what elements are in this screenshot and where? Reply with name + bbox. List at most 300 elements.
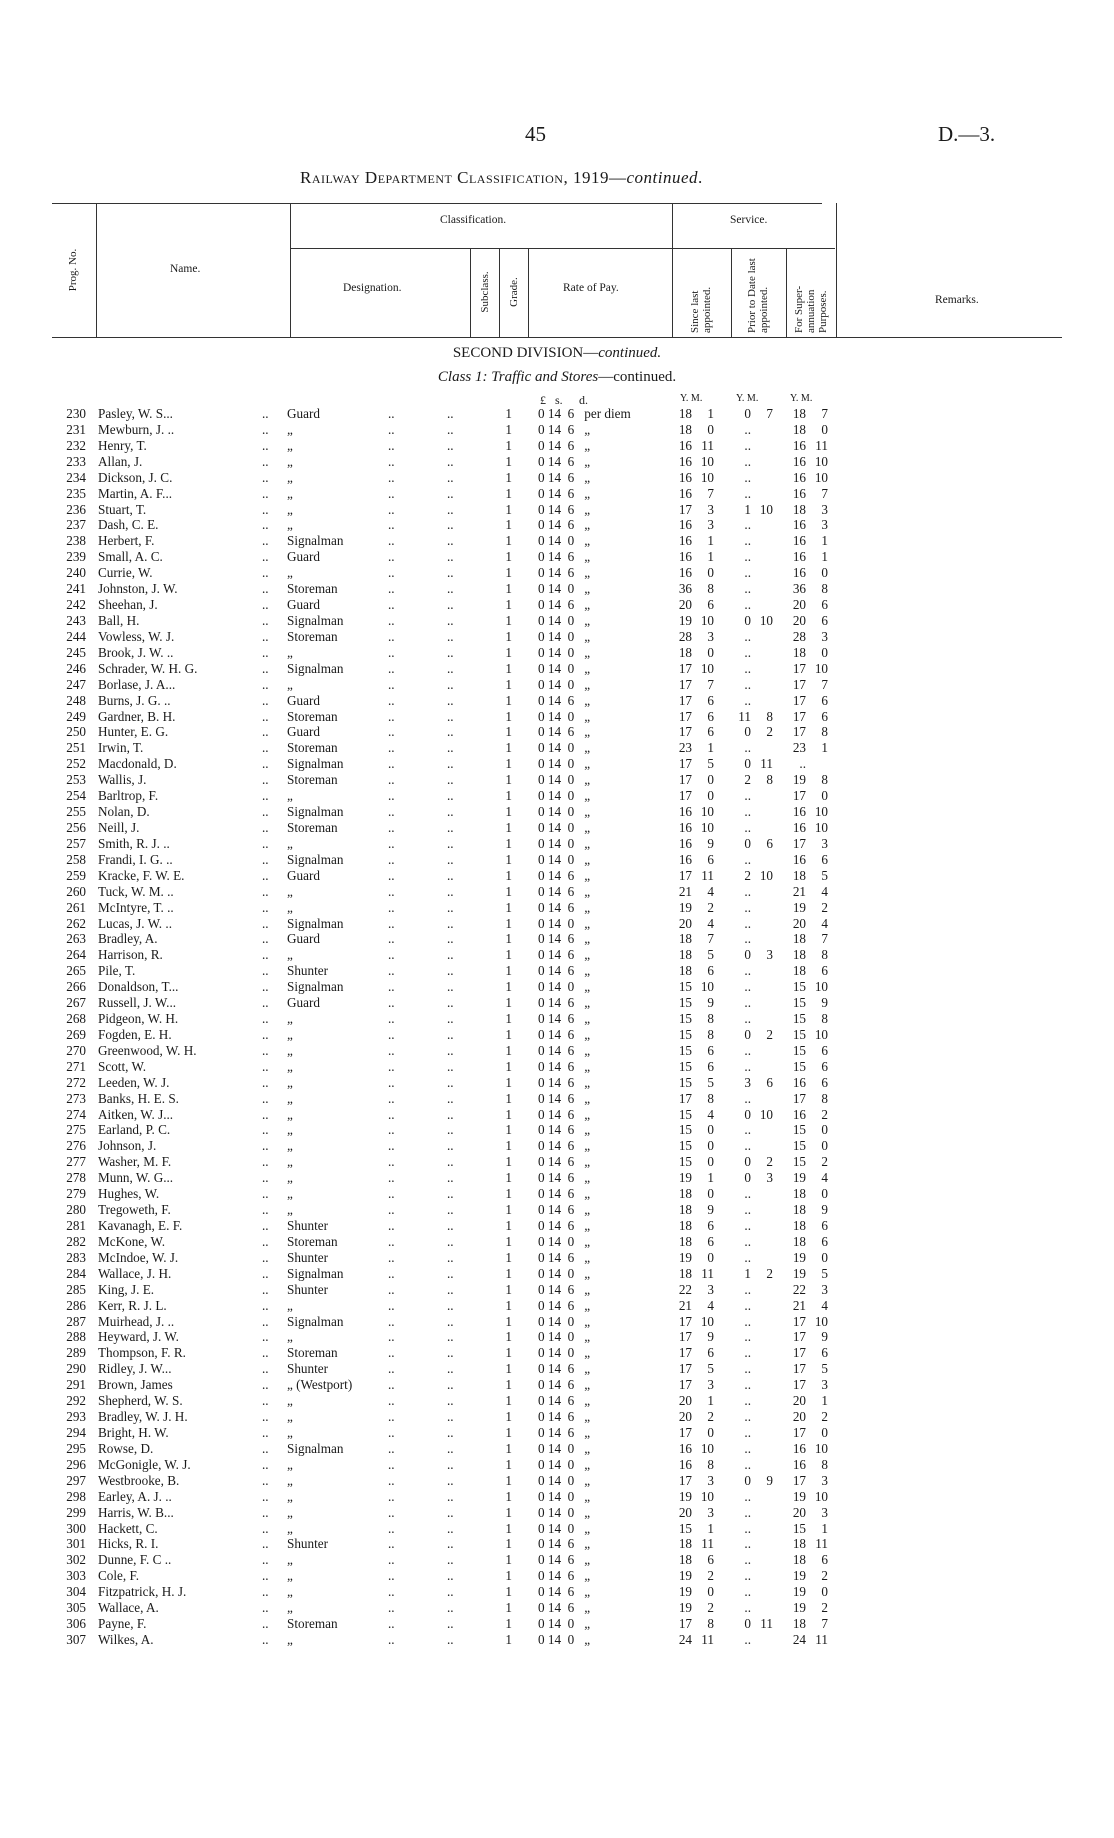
rate-of-pay — [538, 1091, 590, 1107]
designation: „ — [287, 883, 293, 899]
service-since-last — [672, 804, 730, 820]
service-since-last-years: 19 — [678, 1584, 692, 1600]
service-since-last — [672, 454, 730, 470]
dot-leader: .. — [447, 1218, 454, 1234]
prog-no: 304 — [66, 1584, 86, 1600]
pay-unit: „ — [584, 931, 591, 947]
dot-leader: .. — [262, 963, 269, 979]
dot-leader: .. — [262, 1536, 269, 1552]
service-since-last-years: 19 — [678, 612, 692, 628]
table-row — [0, 900, 1114, 916]
service-prior — [731, 1377, 787, 1393]
prog-no: 256 — [66, 819, 86, 835]
pay-unit: „ — [584, 1329, 591, 1345]
staff-name: Washer, M. F. — [98, 1154, 172, 1170]
rate-of-pay — [538, 1314, 590, 1330]
service-since-last-months: 4 — [707, 883, 714, 899]
service-since-last — [672, 1505, 730, 1521]
rate-of-pay — [538, 772, 590, 788]
service-superannuation-years: 16 — [792, 437, 806, 453]
service-superannuation — [786, 1457, 844, 1473]
service-superannuation — [786, 1186, 844, 1202]
service-superannuation-months: 8 — [821, 1090, 828, 1106]
service-superannuation-years: 19 — [792, 1568, 806, 1584]
service-since-last — [672, 884, 730, 900]
pay-unit: „ — [584, 1409, 591, 1425]
pay-unit: „ — [584, 565, 591, 581]
table-row — [0, 1489, 1114, 1505]
dot-leader: .. — [262, 1090, 269, 1106]
service-since-last-years: 15 — [678, 1026, 692, 1042]
service-prior-years: .. — [744, 1361, 751, 1377]
dot-leader: .. — [447, 1409, 454, 1425]
subclass: 1 — [505, 1170, 512, 1186]
dot-leader: .. — [262, 469, 269, 485]
service-prior — [731, 820, 787, 836]
service-prior-months: 2 — [766, 1026, 773, 1042]
dot-leader: .. — [262, 1297, 269, 1313]
service-prior-years: .. — [744, 1058, 751, 1074]
rate-of-pay — [538, 709, 590, 725]
dot-leader: .. — [262, 804, 269, 820]
dot-leader: .. — [388, 740, 395, 756]
service-prior-years: .. — [744, 1313, 751, 1329]
subclass: 1 — [505, 708, 512, 724]
dot-leader: .. — [262, 612, 269, 628]
designation: Signalman — [287, 1265, 344, 1281]
dot-leader: .. — [447, 1026, 454, 1042]
dot-leader: .. — [388, 963, 395, 979]
pay-unit: „ — [584, 1218, 591, 1234]
service-superannuation-months: 3 — [821, 1377, 828, 1393]
service-since-last — [672, 979, 730, 995]
dot-leader: .. — [447, 581, 454, 597]
header-rule-bottom — [52, 337, 1062, 338]
service-superannuation — [786, 470, 844, 486]
dot-leader: .. — [388, 1170, 395, 1186]
service-prior-years: .. — [744, 1138, 751, 1154]
rate-of-pay — [538, 820, 590, 836]
service-since-last — [672, 1329, 730, 1345]
dot-leader: .. — [388, 1488, 395, 1504]
service-prior — [731, 629, 787, 645]
service-prior — [731, 1202, 787, 1218]
pay-unit: „ — [584, 660, 591, 676]
table-row — [0, 645, 1114, 661]
subclass: 1 — [505, 1249, 512, 1265]
divider — [470, 248, 471, 337]
service-superannuation-years: 20 — [792, 1504, 806, 1520]
pay-amount: 0 14 6 — [538, 1393, 575, 1409]
pay-unit: „ — [584, 1600, 591, 1616]
service-since-last-years: 15 — [678, 1520, 692, 1536]
service-since-last-years: 16 — [678, 437, 692, 453]
service-superannuation-months: 4 — [821, 883, 828, 899]
service-superannuation-years: 20 — [792, 1393, 806, 1409]
designation: „ — [287, 1456, 293, 1472]
service-since-last — [672, 1122, 730, 1138]
rate-of-pay — [538, 740, 590, 756]
service-prior — [731, 486, 787, 502]
service-prior-years: 0 — [744, 756, 751, 772]
dot-leader: .. — [388, 1440, 395, 1456]
dot-leader: .. — [388, 724, 395, 740]
dot-leader: .. — [388, 1536, 395, 1552]
prog-no: 232 — [66, 437, 86, 453]
dot-leader: .. — [447, 597, 454, 613]
dot-leader: .. — [262, 819, 269, 835]
staff-name: Henry, T. — [98, 437, 147, 453]
service-prior — [731, 454, 787, 470]
subclass: 1 — [505, 883, 512, 899]
service-superannuation-months: 8 — [821, 724, 828, 740]
subclass: 1 — [505, 692, 512, 708]
subclass: 1 — [505, 1186, 512, 1202]
table-row — [0, 947, 1114, 963]
pay-unit: „ — [584, 1106, 591, 1122]
table-row — [0, 1138, 1114, 1154]
table-row — [0, 1154, 1114, 1170]
service-prior-years: .. — [744, 453, 751, 469]
dot-leader: .. — [447, 1154, 454, 1170]
service-superannuation-months: 0 — [821, 1249, 828, 1265]
table-row — [0, 1584, 1114, 1600]
service-since-last — [672, 1473, 730, 1489]
service-superannuation-months: 6 — [821, 963, 828, 979]
subclass: 1 — [505, 819, 512, 835]
table-row — [0, 995, 1114, 1011]
service-superannuation — [786, 613, 844, 629]
service-since-last-months: 7 — [707, 676, 714, 692]
dot-leader: .. — [262, 1456, 269, 1472]
designation: Signalman — [287, 1440, 344, 1456]
service-superannuation-months: 7 — [821, 485, 828, 501]
subclass: 1 — [505, 740, 512, 756]
service-prior — [731, 900, 787, 916]
prog-no: 278 — [66, 1170, 86, 1186]
service-since-last-months: 5 — [707, 1361, 714, 1377]
dot-leader: .. — [447, 437, 454, 453]
pay-unit: „ — [584, 1074, 591, 1090]
prog-no: 305 — [66, 1600, 86, 1616]
dot-leader: .. — [388, 1584, 395, 1600]
subclass: 1 — [505, 1090, 512, 1106]
service-prior — [731, 1043, 787, 1059]
rate-of-pay — [538, 1218, 590, 1234]
pay-unit: „ — [584, 1488, 591, 1504]
rate-of-pay — [538, 1107, 590, 1123]
rate-of-pay — [538, 502, 590, 518]
dot-leader: .. — [262, 883, 269, 899]
service-since-last — [672, 1202, 730, 1218]
designation: „ — [287, 1472, 293, 1488]
rate-of-pay — [538, 979, 590, 995]
service-superannuation — [786, 820, 844, 836]
dot-leader: .. — [447, 1393, 454, 1409]
service-since-last-months: 6 — [707, 1058, 714, 1074]
service-prior-years: .. — [744, 1218, 751, 1234]
designation: „ — [287, 676, 293, 692]
designation: „ — [287, 501, 293, 517]
service-superannuation-years: 16 — [792, 851, 806, 867]
service-since-last — [672, 517, 730, 533]
table-row — [0, 1521, 1114, 1537]
pay-amount: 0 14 0 — [538, 1616, 575, 1632]
table-row — [0, 1393, 1114, 1409]
service-superannuation-months: 8 — [821, 1011, 828, 1027]
service-superannuation-years: 19 — [792, 1265, 806, 1281]
subclass: 1 — [505, 724, 512, 740]
service-since-last-years: 15 — [678, 979, 692, 995]
dot-leader: .. — [447, 1233, 454, 1249]
service-superannuation — [786, 502, 844, 518]
prog-no: 253 — [66, 772, 86, 788]
dot-leader: .. — [262, 788, 269, 804]
staff-name: Rowse, D. — [98, 1440, 154, 1456]
name-header: Name. — [170, 263, 201, 275]
service-prior — [731, 1122, 787, 1138]
pay-unit: „ — [584, 1313, 591, 1329]
subclass: 1 — [505, 995, 512, 1011]
service-since-last-months: 5 — [707, 1074, 714, 1090]
service-since-last — [672, 1011, 730, 1027]
pay-amount: 0 14 0 — [538, 1504, 575, 1520]
pay-amount: 0 14 6 — [538, 1074, 575, 1090]
service-prior-months: 10 — [759, 501, 773, 517]
dot-leader: .. — [447, 1425, 454, 1440]
pay-amount: 0 14 6 — [538, 724, 575, 740]
service-prior — [731, 1282, 787, 1298]
service-prior — [731, 1075, 787, 1091]
service-superannuation — [786, 788, 844, 804]
pay-amount: 0 14 6 — [538, 963, 575, 979]
service-prior-years: .. — [744, 517, 751, 533]
prog-no: 239 — [66, 549, 86, 565]
service-since-last — [672, 963, 730, 979]
subclass: 1 — [505, 676, 512, 692]
service-prior-months: 6 — [766, 835, 773, 851]
service-since-last-years: 18 — [678, 947, 692, 963]
table-row — [0, 1075, 1114, 1091]
service-since-last-years: 17 — [678, 660, 692, 676]
pay-amount: 0 14 0 — [538, 644, 575, 660]
dot-leader: .. — [388, 406, 395, 421]
pay-amount: 0 14 6 — [538, 1409, 575, 1425]
prog-no: 238 — [66, 533, 86, 549]
service-since-last-years: 19 — [678, 1249, 692, 1265]
service-since-last-years: 17 — [678, 692, 692, 708]
service-superannuation-years: 16 — [792, 804, 806, 820]
pay-unit: „ — [584, 899, 591, 915]
designation: „ — [287, 947, 293, 963]
dot-leader: .. — [447, 899, 454, 915]
service-since-last — [672, 597, 730, 613]
service-since-last — [672, 788, 730, 804]
service-since-last — [672, 1154, 730, 1170]
pay-unit: „ — [584, 581, 591, 597]
pay-amount: 0 14 0 — [538, 1313, 575, 1329]
pay-amount: 0 14 6 — [538, 1218, 575, 1234]
dot-leader: .. — [262, 660, 269, 676]
service-since-last-years: 17 — [678, 867, 692, 883]
table-row — [0, 454, 1114, 470]
dot-leader: .. — [388, 485, 395, 501]
dot-leader: .. — [262, 1122, 269, 1138]
service-prior — [731, 1107, 787, 1123]
service-since-last-months: 6 — [707, 708, 714, 724]
service-since-last-years: 16 — [678, 453, 692, 469]
service-superannuation-years: 16 — [792, 565, 806, 581]
service-superannuation-years: 23 — [792, 740, 806, 756]
dot-leader: .. — [388, 915, 395, 931]
prog-no: 272 — [66, 1074, 86, 1090]
service-since-last-months: 3 — [707, 1472, 714, 1488]
prog-no: 301 — [66, 1536, 86, 1552]
pay-unit: „ — [584, 1345, 591, 1361]
service-since-last-months: 0 — [707, 1425, 714, 1440]
service-superannuation-months: 0 — [821, 1138, 828, 1154]
service-prior-years: .. — [744, 1440, 751, 1456]
service-prior — [731, 1234, 787, 1250]
service-since-last-months: 0 — [707, 1584, 714, 1600]
rate-of-pay — [538, 533, 590, 549]
staff-name: Wilkes, A. — [98, 1631, 154, 1647]
service-superannuation-months: 11 — [815, 437, 828, 453]
service-since-last — [672, 931, 730, 947]
staff-name: Tuck, W. M. .. — [98, 883, 174, 899]
service-prior-years: .. — [744, 804, 751, 820]
service-superannuation-months: 2 — [821, 1568, 828, 1584]
designation: Storeman — [287, 1233, 338, 1249]
service-superannuation — [786, 1043, 844, 1059]
service-superannuation-years: 17 — [792, 1377, 806, 1393]
service-superannuation-months: 5 — [821, 1265, 828, 1281]
designation: Signalman — [287, 851, 344, 867]
service-superannuation — [786, 486, 844, 502]
dot-leader: .. — [447, 549, 454, 565]
dot-leader: .. — [388, 1202, 395, 1218]
designation: „ — [287, 1568, 293, 1584]
service-since-last-years: 18 — [678, 1218, 692, 1234]
service-since-last — [672, 836, 730, 852]
pay-unit: „ — [584, 1536, 591, 1552]
service-prior — [731, 422, 787, 438]
table-row — [0, 677, 1114, 693]
dot-leader: .. — [262, 676, 269, 692]
service-prior-years: .. — [744, 1202, 751, 1218]
staff-name: Lucas, J. W. .. — [98, 915, 172, 931]
pay-unit: „ — [584, 1202, 591, 1218]
dot-leader: .. — [447, 421, 454, 437]
service-superannuation — [786, 931, 844, 947]
staff-name: McIntyre, T. .. — [98, 899, 174, 915]
pay-unit: „ — [584, 1090, 591, 1106]
service-superannuation-months: 2 — [821, 1409, 828, 1425]
service-prior — [731, 565, 787, 581]
rate-of-pay — [538, 1266, 590, 1282]
pay-amount: 0 14 0 — [538, 851, 575, 867]
rate-of-pay — [538, 804, 590, 820]
service-since-last-years: 18 — [678, 931, 692, 947]
service-prior-months: 8 — [766, 772, 773, 788]
title-main: Railway Department Classification — [300, 168, 564, 187]
service-since-last-months: 1 — [707, 533, 714, 549]
service-prior — [731, 979, 787, 995]
dot-leader: .. — [388, 1377, 395, 1393]
header-rule-middle — [290, 248, 835, 249]
service-prior-years: .. — [744, 676, 751, 692]
prog-no: 276 — [66, 1138, 86, 1154]
table-row — [0, 486, 1114, 502]
dot-leader: .. — [447, 947, 454, 963]
service-since-last-years: 15 — [678, 1074, 692, 1090]
table-row — [0, 1202, 1114, 1218]
service-since-last — [672, 1616, 730, 1632]
service-superannuation — [786, 772, 844, 788]
prog-no: 261 — [66, 899, 86, 915]
pay-unit: „ — [584, 1425, 591, 1440]
pay-amount: 0 14 6 — [538, 1170, 575, 1186]
service-superannuation-years: 17 — [792, 724, 806, 740]
pay-unit: „ — [584, 469, 591, 485]
service-superannuation-years: 17 — [792, 1090, 806, 1106]
staff-name: Fogden, E. H. — [98, 1026, 172, 1042]
pay-amount: 0 14 0 — [538, 788, 575, 804]
staff-name: Brook, J. W. .. — [98, 644, 174, 660]
service-prior — [731, 549, 787, 565]
staff-name: Irwin, T. — [98, 740, 144, 756]
service-superannuation-months: 6 — [821, 1074, 828, 1090]
dot-leader: .. — [388, 581, 395, 597]
dot-leader: .. — [262, 644, 269, 660]
service-prior-years: 0 — [744, 406, 751, 421]
service-prior-years: .. — [744, 1536, 751, 1552]
dot-leader: .. — [388, 1409, 395, 1425]
designation: „ (Westport) — [287, 1377, 353, 1393]
service-prior — [731, 533, 787, 549]
super-unit: Y. M. — [790, 393, 813, 404]
staff-name: Heyward, J. W. — [98, 1329, 179, 1345]
dot-leader: .. — [262, 533, 269, 549]
pay-unit: „ — [584, 1249, 591, 1265]
service-prior — [731, 438, 787, 454]
prog-no: 281 — [66, 1218, 86, 1234]
designation: „ — [287, 485, 293, 501]
pay-amount: 0 14 6 — [538, 421, 575, 437]
service-prior-years: 2 — [744, 867, 751, 883]
pay-unit: „ — [584, 676, 591, 692]
subclass: 1 — [505, 1058, 512, 1074]
dot-leader: .. — [388, 612, 395, 628]
dot-leader: .. — [262, 851, 269, 867]
designation: Guard — [287, 995, 320, 1011]
service-superannuation — [786, 1202, 844, 1218]
subclass: 1 — [505, 1568, 512, 1584]
pay-amount: 0 14 0 — [538, 740, 575, 756]
service-superannuation — [786, 1568, 844, 1584]
service-prior — [731, 613, 787, 629]
service-since-last-years: 16 — [678, 469, 692, 485]
dot-leader: .. — [447, 1584, 454, 1600]
service-prior-years: .. — [744, 979, 751, 995]
subclass: 1 — [505, 1361, 512, 1377]
service-superannuation-years: 15 — [792, 1026, 806, 1042]
service-prior — [731, 947, 787, 963]
pay-unit: „ — [584, 485, 591, 501]
service-prior-years: 1 — [744, 501, 751, 517]
table-row — [0, 1345, 1114, 1361]
service-prior-months: 10 — [759, 612, 773, 628]
